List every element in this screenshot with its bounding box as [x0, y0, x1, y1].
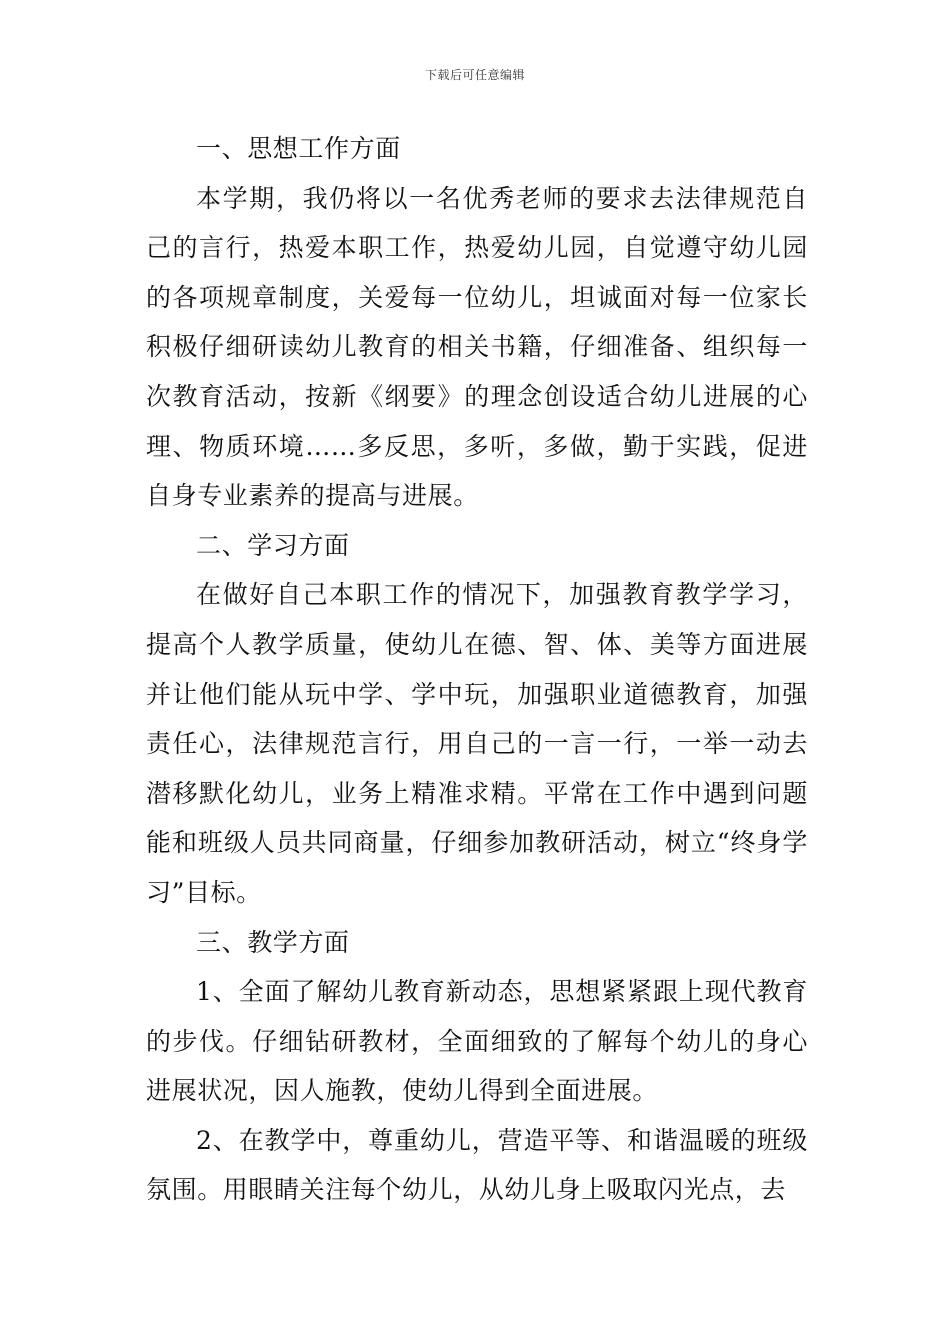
section-heading-thought: 一、思想工作方面	[196, 134, 401, 163]
section-heading-study: 二、学习方面	[196, 530, 350, 560]
paragraph-teaching-1: 1、全面了解幼儿教育新动态，思想紧紧跟上现代教育的步伐。仔细钻研教材，全面细致的了解每个幼儿的身心进展状况，因人施教，使幼儿得到全面进展。	[146, 977, 808, 1106]
paragraph-study: 在做好自己本职工作的情况下，加强教育教学学习，提高个人教学质量，使幼儿在德、智、体、美等方面进展并让他们能从玩中学、学中玩，加强职业道德教育，加强责任心，法律规范言行，用自己的一言一行，一举一动去潜移默化幼儿，业务上精准求精。平常在工作中遇到问题能和班级人员共同商量，仔细参加教研活动，树立“终身学习”目标。	[146, 580, 808, 907]
page-header: 下载后可任意编辑	[424, 68, 525, 82]
paragraph-teaching-2: 2、在教学中，尊重幼儿，营造平等、和谐温暖的班级氛围。用眼睛关注每个幼儿，从幼儿身上吸取闪光点，去	[146, 1125, 808, 1205]
paragraph-thought: 本学期，我仍将以一名优秀老师的要求去法律规范自己的言行，热爱本职工作，热爱幼儿园，自觉遵守幼儿园的各项规章制度，关爱每一位幼儿，坦诚面对每一位家长积极仔细研读幼儿教育的相关书籍，仔细准备、组织每一次教育活动，按新《纲要》的理念创设适合幼儿进展的心理、物质环境……多反思，多听，多做，勤于实践，促进自身专业素养的提高与进展。	[146, 183, 808, 511]
section-heading-teaching: 三、教学方面	[196, 927, 350, 957]
document-body	[146, 124, 808, 1215]
